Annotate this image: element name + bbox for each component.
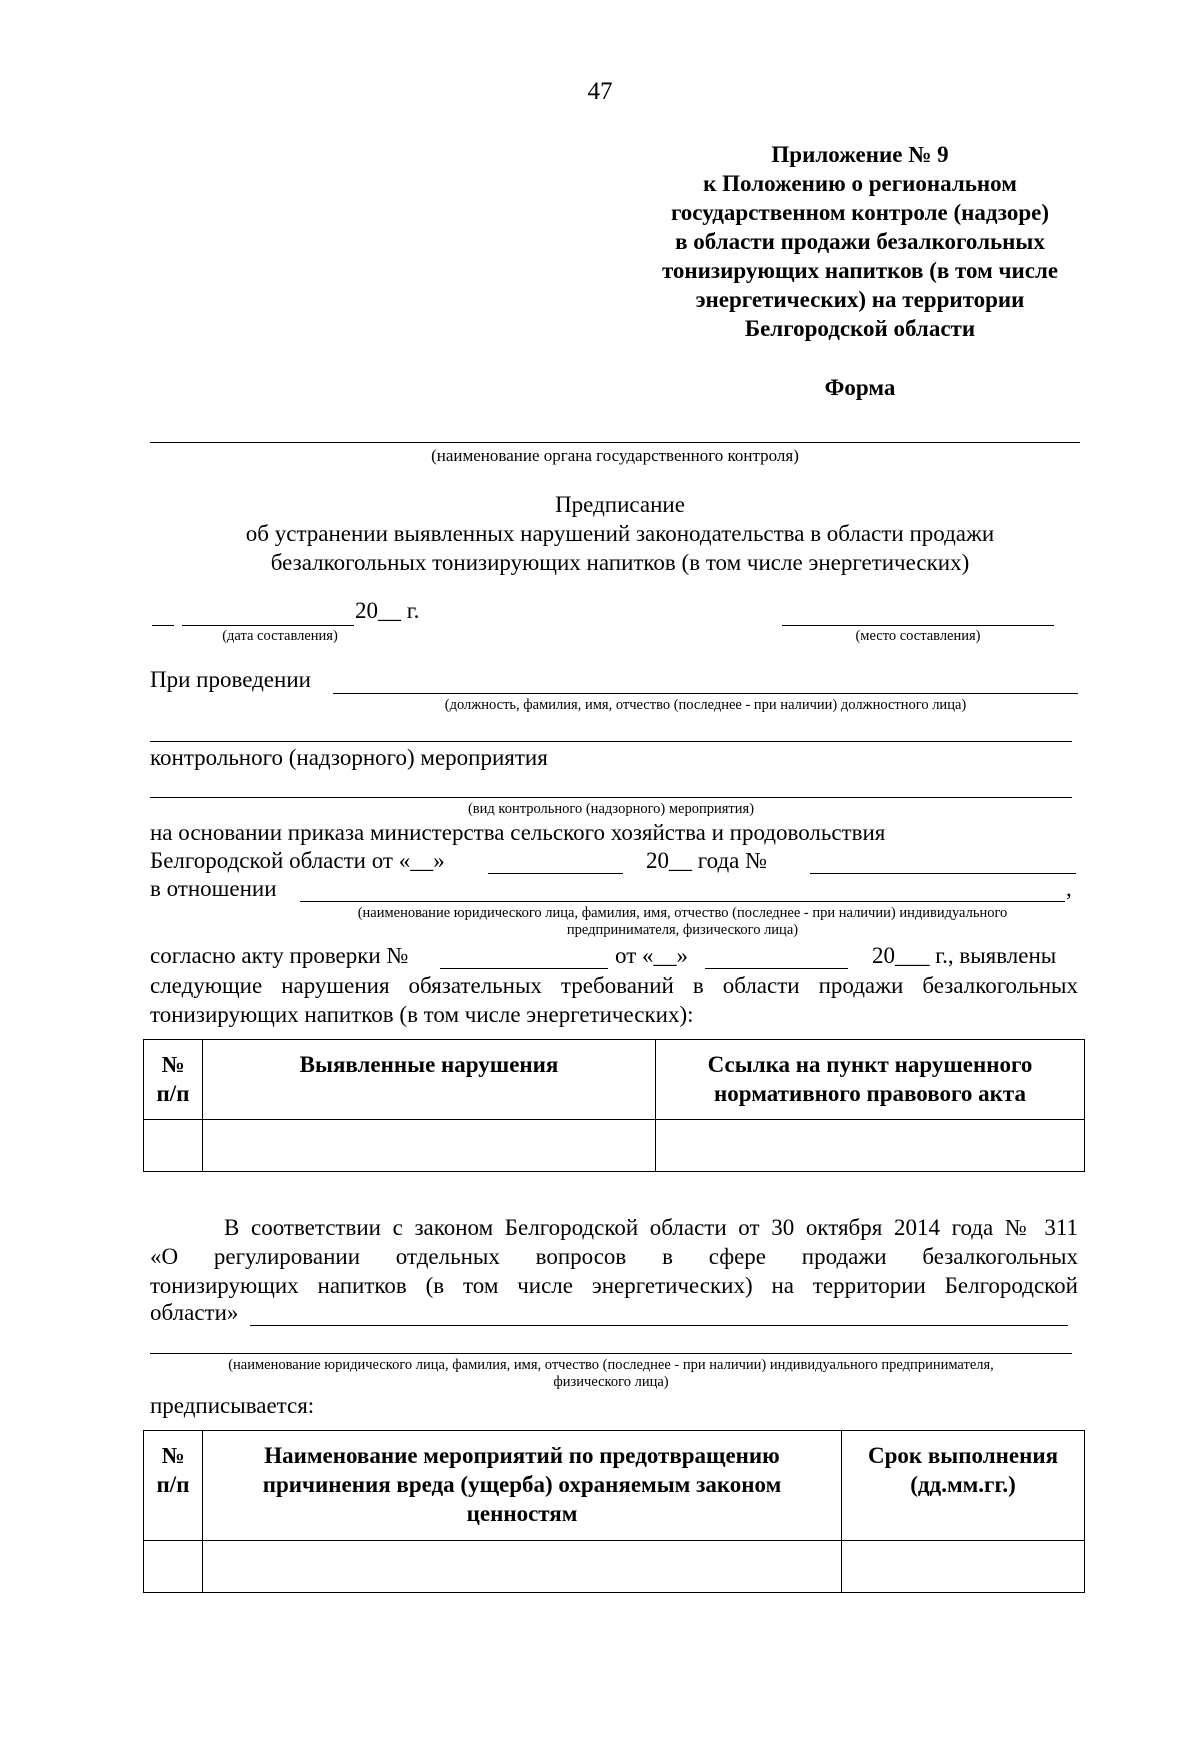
date-month-line <box>182 625 354 626</box>
appendix-line: в области продажи безалкогольных <box>675 229 1045 254</box>
col-violations-header: Выявленные нарушения <box>203 1040 656 1120</box>
official-caption: (должность, фамилия, имя, отчество (последнее - при наличии) должностного лица) <box>444 697 967 713</box>
event-caption: (вид контрольного (надзорного) мероприятия) <box>467 801 755 817</box>
prescribed-caption: (наименование юридического лица, фамилия, имя, отчество (последнее - при наличии) индивидуального предпринимателя, <box>228 1357 994 1373</box>
subject-caption: (наименование юридического лица, фамилия, имя, отчество (последнее - при наличии) индивидуального <box>357 905 1008 921</box>
appendix-line: тонизирующих напитков (в том числе <box>661 258 1059 283</box>
act-line1a: согласно акту проверки № <box>150 943 409 968</box>
measures-table <box>143 1430 1085 1593</box>
title-line: об устранении выявленных нарушений законодательства в области продажи <box>245 521 995 546</box>
table-cell[interactable] <box>144 1120 203 1172</box>
appendix-line: к Положению о региональном <box>703 171 1017 196</box>
appendix-header <box>610 140 1110 343</box>
table-cell[interactable] <box>842 1541 1085 1593</box>
prescribed-subject-line <box>250 1325 1068 1326</box>
date-year: 20__ г. <box>355 598 420 623</box>
table-cell[interactable] <box>203 1120 656 1172</box>
appendix-line: государственном контроле (надзоре) <box>670 200 1050 225</box>
table-row <box>144 1120 1085 1172</box>
act-date-line <box>705 968 848 969</box>
order-number-line <box>810 873 1076 874</box>
col-deadline-header: Срок выполнения (дд.мм.гг.) <box>842 1431 1085 1541</box>
subject-line <box>300 901 1065 902</box>
basis-line2b: 20__ года № <box>646 848 768 873</box>
document-title <box>120 490 1120 577</box>
form-label: Форма <box>824 375 896 400</box>
appendix-line: энергетических) на территории <box>695 287 1025 312</box>
act-number-line <box>440 968 608 969</box>
conducting-label: При проведении <box>150 667 311 692</box>
prescribed-label: предписывается: <box>150 1393 315 1418</box>
title-line: безалкогольных тонизирующих напитков (в том числе энергетических) <box>270 550 970 575</box>
subject-comma: , <box>1066 876 1072 901</box>
act-line1b: от «__» <box>615 943 688 968</box>
act-paragraph <box>150 971 1078 1029</box>
prescribed-subject-line-2 <box>150 1353 1072 1354</box>
prescribed-caption-2: физического лица) <box>553 1374 669 1390</box>
table-header-row <box>144 1431 1085 1541</box>
date-caption: (дата составления) <box>222 628 338 644</box>
official-line <box>333 693 1078 694</box>
col-reference-header: Ссылка на пункт нарушенного нормативного правового акта <box>656 1040 1085 1120</box>
violations-table <box>143 1039 1085 1172</box>
table-row <box>144 1541 1085 1593</box>
table-header-row <box>144 1040 1085 1120</box>
basis-line1: на основании приказа министерства сельского хозяйства и продовольствия <box>150 820 886 845</box>
place-caption: (место составления) <box>855 628 981 644</box>
table-cell[interactable] <box>203 1541 842 1593</box>
date-day-line <box>152 625 174 626</box>
law-paragraph <box>150 1213 1078 1300</box>
authority-line <box>150 442 1080 443</box>
title-heading: Предписание <box>555 492 685 517</box>
table-cell[interactable] <box>656 1120 1085 1172</box>
event-line <box>150 797 1072 798</box>
col-num-header: № п/п <box>144 1431 203 1541</box>
official-line-2 <box>150 741 1072 742</box>
col-num-header: № п/п <box>144 1040 203 1120</box>
law-line2: «О регулировании отдельных вопросов в сфере продажи безалкогольных <box>150 1244 1078 1269</box>
law-line4: области» <box>150 1300 239 1325</box>
place-line <box>782 625 1054 626</box>
event-text: контрольного (надзорного) мероприятия <box>150 745 548 770</box>
col-measures-header: Наименование мероприятий по предотвращению причинения вреда (ущерба) охраняемым законом ценностям <box>203 1431 842 1541</box>
basis-line3: в отношении <box>150 876 277 901</box>
table-cell[interactable] <box>144 1541 203 1593</box>
order-date-line <box>488 873 623 874</box>
subject-caption-2: предпринимателя, физического лица) <box>566 922 799 938</box>
page-number: 47 <box>587 78 613 105</box>
authority-caption: (наименование органа государственного контроля) <box>431 446 799 465</box>
appendix-line: Белгородской области <box>744 316 976 341</box>
law-line1: В соответствии с законом Белгородской области от 30 октября 2014 года № 311 <box>224 1215 1078 1240</box>
basis-line2a: Белгородской области от «__» <box>150 848 445 873</box>
law-line3: тонизирующих напитков (в том числе энергетических) на территории Белгородской <box>150 1273 1078 1298</box>
act-line2: следующие нарушения обязательных требований в области продажи безалкогольных <box>150 973 1078 998</box>
appendix-line: Приложение № 9 <box>771 142 949 167</box>
act-line3: тонизирующих напитков (в том числе энергетических): <box>150 1002 694 1027</box>
act-line1c: 20___ г., выявлены <box>872 943 1057 968</box>
